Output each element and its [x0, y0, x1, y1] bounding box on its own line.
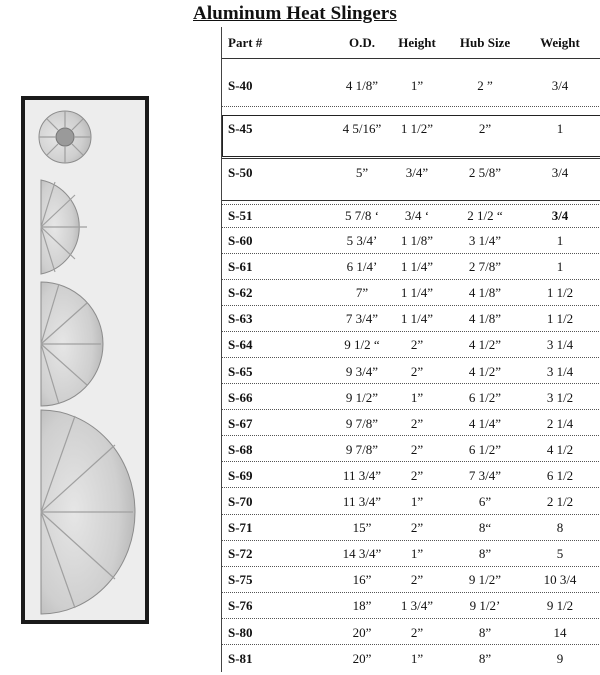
part-number: S-51 [228, 208, 253, 223]
hub-size: 9 1/2’ [469, 598, 501, 614]
hub-size: 9 1/2” [468, 572, 502, 588]
row-divider [222, 514, 600, 515]
height: 1 1/4” [400, 285, 434, 301]
row-divider [222, 200, 600, 201]
row-divider [222, 158, 600, 159]
outer-diameter: 16” [352, 572, 372, 588]
part-number: S-67 [228, 415, 253, 431]
height: 1 3/4” [400, 598, 434, 614]
hub-size: 2 5/8” [468, 165, 502, 180]
hub-size: 8” [478, 650, 492, 666]
row-divider [222, 618, 600, 619]
weight: 9 1/2 [546, 598, 574, 614]
hub-size: 4 1/8” [468, 311, 502, 327]
outer-diameter: 5 3/4’ [346, 233, 378, 248]
outer-diameter: 15” [352, 520, 372, 536]
outer-diameter: 4 5/16” [342, 121, 382, 136]
column-header-height: Height [398, 35, 436, 50]
height: 1” [410, 78, 424, 93]
height: 1 1/4” [400, 259, 434, 275]
row-divider [222, 435, 600, 436]
slinger-large-image [41, 282, 103, 406]
weight: 3/4 [551, 78, 569, 93]
product-photo [21, 96, 149, 624]
row-divider [222, 592, 600, 593]
height: 2” [410, 363, 424, 379]
spec-table [221, 27, 600, 672]
row-divider [222, 644, 600, 645]
height: 1 1/2” [400, 121, 434, 136]
part-number: S-40 [228, 78, 253, 93]
table-header [222, 27, 600, 58]
hub-size: 2 7/8” [468, 259, 502, 275]
height: 1” [410, 650, 424, 666]
hub-size: 7 3/4” [468, 467, 502, 483]
height: 2” [410, 415, 424, 431]
outer-diameter: 11 3/4” [342, 494, 382, 509]
part-number: S-62 [228, 285, 253, 301]
row-divider [222, 383, 600, 384]
row-divider [222, 331, 600, 332]
outer-diameter: 9 7/8” [345, 441, 379, 457]
slinger-medium-image [41, 180, 87, 274]
part-number: S-75 [228, 572, 253, 588]
weight: 14 [553, 624, 567, 640]
hub-size: 3 1/4” [468, 233, 502, 248]
weight: 2 1/2 [546, 494, 574, 509]
part-number: S-64 [228, 337, 253, 353]
height: 2” [410, 441, 424, 457]
outer-diameter: 18” [352, 598, 372, 614]
height: 2” [410, 467, 424, 483]
part-number: S-81 [228, 650, 253, 666]
outer-diameter: 7” [355, 285, 369, 301]
hub-size: 2” [478, 121, 492, 136]
row-divider [222, 279, 600, 280]
weight: 10 3/4 [543, 572, 577, 588]
weight: 3 1/4 [546, 363, 574, 379]
slinger-small-image [39, 111, 91, 163]
hub-size: 4 1/4” [468, 415, 502, 431]
weight: 6 1/2 [546, 467, 574, 483]
part-number: S-69 [228, 467, 253, 483]
hub-size: 2 ” [477, 78, 493, 93]
height: 1 1/4” [400, 311, 434, 327]
row-divider [222, 227, 600, 228]
row-divider [222, 253, 600, 254]
weight: 1 [556, 259, 564, 275]
hub-size: 6 1/2” [468, 389, 502, 405]
hub-size: 6 1/2” [468, 441, 502, 457]
part-number: S-50 [228, 165, 253, 180]
outer-diameter: 5 7/8 ‘ [345, 208, 379, 223]
row-divider [222, 305, 600, 306]
row-divider [222, 204, 600, 205]
row-divider [222, 409, 600, 410]
part-number: S-45 [228, 121, 253, 136]
weight: 3/4 [551, 208, 569, 223]
height: 3/4” [405, 165, 429, 180]
height: 2” [410, 520, 424, 536]
weight: 3 1/4 [546, 337, 574, 353]
height: 1” [410, 494, 424, 509]
outer-diameter: 9 1/2” [345, 389, 379, 405]
column-header-od: O.D. [349, 35, 375, 50]
weight: 3 1/2 [546, 389, 574, 405]
column-header-weight: Weight [540, 35, 580, 50]
outer-diameter: 20” [352, 650, 372, 666]
outer-diameter: 14 3/4” [342, 546, 382, 562]
height: 1 1/8” [400, 233, 434, 248]
row-divider [222, 461, 600, 462]
part-number: S-60 [228, 233, 253, 248]
part-number: S-65 [228, 363, 253, 379]
weight: 1 [556, 121, 564, 136]
heat-slinger-illustration [25, 100, 145, 620]
part-number: S-61 [228, 259, 253, 275]
height: 1” [410, 546, 424, 562]
weight: 8 [556, 520, 564, 536]
weight: 3/4 [551, 165, 569, 180]
row-divider [222, 106, 600, 107]
part-number: S-63 [228, 311, 253, 327]
weight: 5 [556, 546, 564, 562]
hub-size: 8” [478, 546, 492, 562]
weight: 4 1/2 [546, 441, 574, 457]
height: 2” [410, 572, 424, 588]
weight: 9 [556, 650, 564, 666]
outer-diameter: 7 3/4” [345, 311, 379, 327]
column-header-hub-size: Hub Size [459, 35, 511, 50]
height: 1” [410, 389, 424, 405]
weight: 1 1/2 [546, 311, 574, 327]
height: 3/4 ‘ [404, 208, 430, 223]
outer-diameter: 6 1/4’ [346, 259, 378, 275]
weight: 1 1/2 [546, 285, 574, 301]
part-number: S-76 [228, 598, 253, 614]
hub-size: 8” [478, 624, 492, 640]
outer-diameter: 9 1/2 “ [344, 337, 380, 353]
slinger-xlarge-image [41, 410, 135, 614]
page-title: Aluminum Heat Slingers [193, 3, 397, 24]
row-divider [222, 357, 600, 358]
weight: 2 1/4 [546, 415, 574, 431]
outer-diameter: 9 3/4” [345, 363, 379, 379]
hub-size: 8“ [478, 520, 492, 536]
part-number: S-66 [228, 389, 253, 405]
hub-size: 2 1/2 “ [467, 208, 503, 223]
outer-diameter: 5” [355, 165, 369, 180]
part-number: S-80 [228, 624, 253, 640]
weight: 1 [556, 233, 564, 248]
hub-size: 4 1/8” [468, 285, 502, 301]
hub-size: 6” [478, 494, 492, 509]
part-number: S-68 [228, 441, 253, 457]
row-divider [222, 540, 600, 541]
outer-diameter: 20” [352, 624, 372, 640]
outer-diameter: 9 7/8” [345, 415, 379, 431]
outer-diameter: 11 3/4” [342, 467, 382, 483]
row-divider [222, 566, 600, 567]
part-number: S-72 [228, 546, 253, 562]
header-divider [222, 58, 600, 59]
height: 2” [410, 337, 424, 353]
hub-size: 4 1/2” [468, 337, 502, 353]
part-number: S-70 [228, 494, 253, 509]
column-header-part: Part # [228, 35, 263, 50]
row-divider [222, 487, 600, 488]
height: 2” [410, 624, 424, 640]
part-number: S-71 [228, 520, 253, 536]
outer-diameter: 4 1/8” [345, 78, 379, 93]
hub-size: 4 1/2” [468, 363, 502, 379]
